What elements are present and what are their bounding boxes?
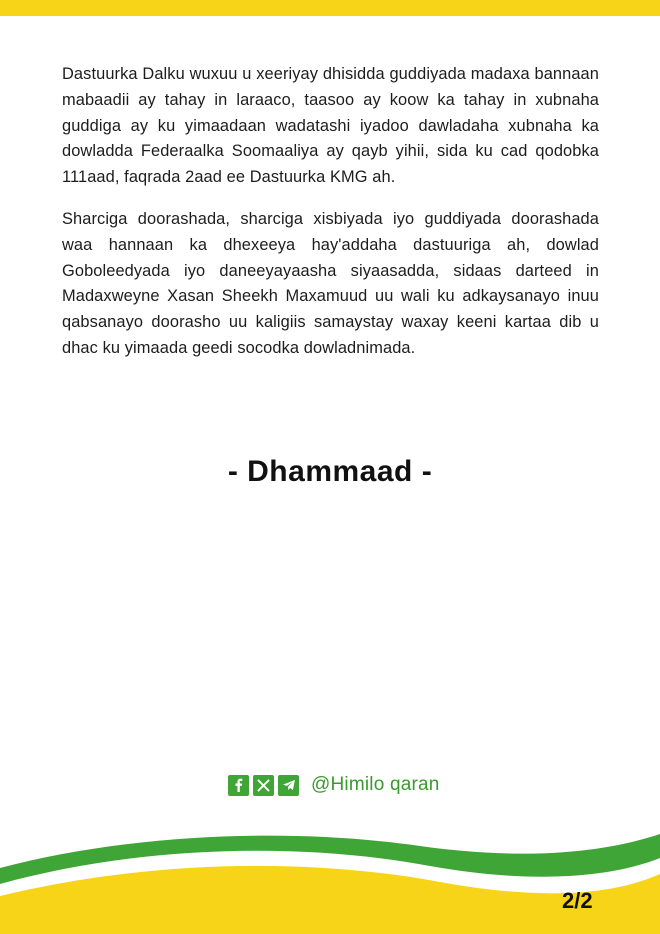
facebook-icon[interactable] [228,775,249,796]
top-accent-bar [0,0,660,16]
paragraph-1: Dastuurka Dalku wuxuu u xeeriyay dhisidda guddiyada madaxa bannaan mabaadii ay tahay in laraaco, taasoo ay koow ka tahay in xubnaha guddiga ay ku yimaadaan wadatashi iyadoo dawladaha xubnaha ka dowladda Federaalka Soomaaliya ay qayb yihii, sida ku cad qodobka 111aad, faqrada 2aad ee Dastuurka KMG ah. [62,65,599,187]
footer-wave [0,826,660,934]
document-body [62,62,599,378]
x-twitter-icon[interactable] [253,775,274,796]
social-handle[interactable]: @Himilo qaran [311,774,440,795]
telegram-icon[interactable] [278,775,299,796]
page-number: 2/2 [562,888,593,913]
social-footer [228,772,440,798]
ending-title: - Dhammaad - [227,455,433,488]
paragraph-2: Sharciga doorashada, sharciga xisbiyada iyo guddiyada doorashada waa hannaan ka dhexeeya hay'addaha dastuuriga ah, dowlad Goboleedyada iyo daneeyayaasha siyaasadda, sidaas darteed in Madaxweyne Xasan Sheekh Maxamuud uu wali ku adkaysanayo inuu qabsanayo doorasho uu kaligiis samaystay waxay keeni kartaa dib u dhac ku yimaada geedi socodka dowladnimada. [62,209,599,357]
